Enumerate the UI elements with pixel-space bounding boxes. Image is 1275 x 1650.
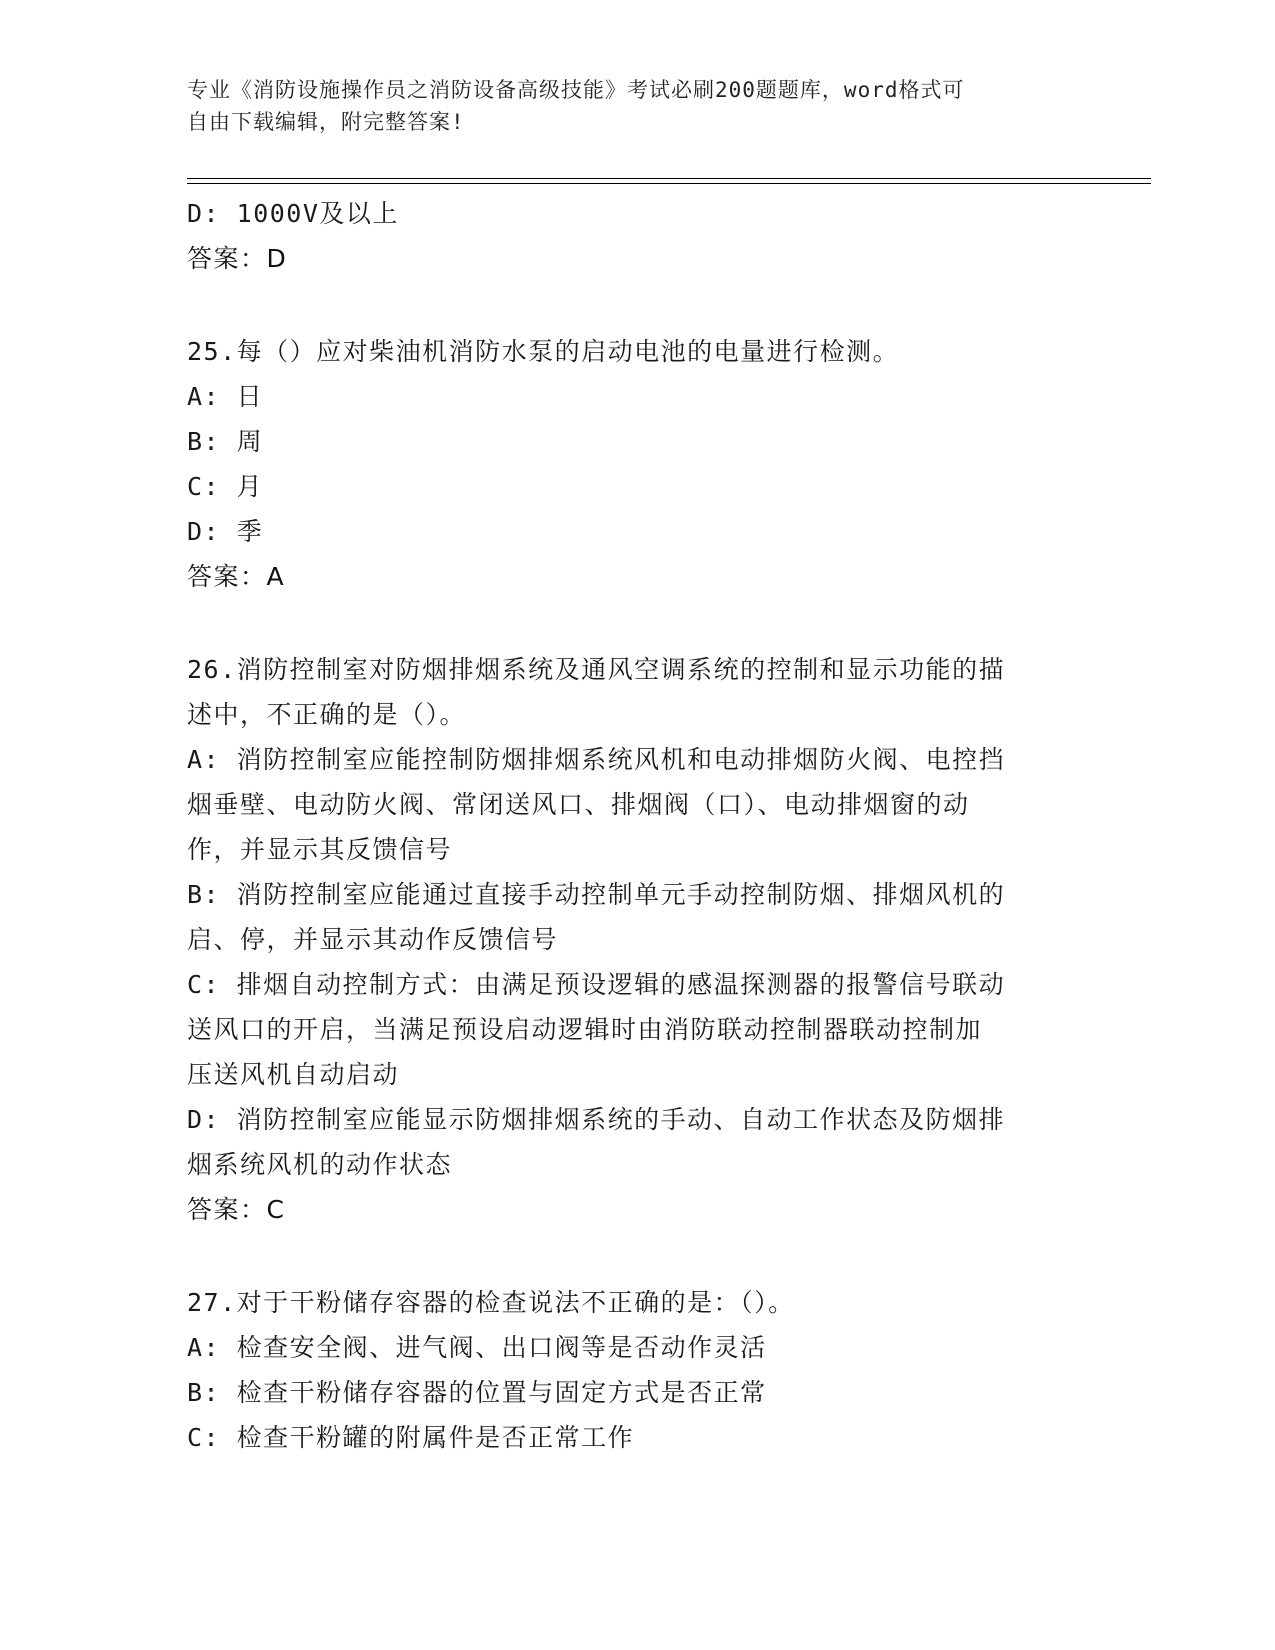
option-b-line-2: 启、停，并显示其动作反馈信号: [187, 925, 559, 954]
header-divider-top: [187, 178, 1151, 179]
question-text-line-1: 26.消防控制室对防烟排烟系统及通风空调系统的控制和显示功能的描: [187, 655, 1006, 684]
option-d-line-2: 烟系统风机的动作状态: [187, 1150, 453, 1179]
header-line-1: 专业《消防设施操作员之消防设备高级技能》考试必刷200题题库，word格式可: [187, 78, 965, 102]
spacer: [187, 1232, 1067, 1280]
option-b: B: 检查干粉储存容器的位置与固定方式是否正常: [187, 1378, 767, 1407]
option-a: A: 检查安全阀、进气阀、出口阀等是否动作灵活: [187, 1333, 767, 1362]
question-text: 27.对于干粉储存容器的检查说法不正确的是：（）。: [187, 1288, 795, 1317]
option-c-line-3: 压送风机自动启动: [187, 1060, 400, 1089]
option-a-line-1: A: 消防控制室应能控制防烟排烟系统风机和电动排烟防火阀、电控挡: [187, 745, 1006, 774]
answer-label: 答案：A: [187, 562, 286, 591]
question-27: [187, 1280, 1067, 1460]
document-header: [187, 74, 1067, 138]
spacer: [187, 599, 1067, 647]
document-body: [187, 191, 1067, 1460]
question-text: 25.每（）应对柴油机消防水泵的启动电池的电量进行检测。: [187, 337, 900, 366]
answer-label: 答案：D: [187, 244, 288, 273]
option-b: B: 周: [187, 427, 264, 456]
answer-label: 答案：C: [187, 1195, 286, 1224]
spacer: [187, 281, 1067, 329]
option-c-line-1: C: 排烟自动控制方式：由满足预设逻辑的感温探测器的报警信号联动: [187, 970, 1006, 999]
option-d-line-1: D: 消防控制室应能显示防烟排烟系统的手动、自动工作状态及防烟排: [187, 1105, 1006, 1134]
option-b-line-1: B: 消防控制室应能通过直接手动控制单元手动控制防烟、排烟风机的: [187, 880, 1006, 909]
option-d: D: 季: [187, 517, 264, 546]
option-c-line-2: 送风口的开启，当满足预设启动逻辑时由消防联动控制器联动控制加: [187, 1015, 983, 1044]
option-d: D: 1000V及以上: [187, 199, 399, 228]
previous-question-tail: [187, 191, 1067, 281]
option-c: C: 月: [187, 472, 264, 501]
header-divider-bottom: [187, 183, 1151, 184]
question-26: [187, 647, 1067, 1232]
option-c: C: 检查干粉罐的附属件是否正常工作: [187, 1423, 635, 1452]
option-a-line-3: 作，并显示其反馈信号: [187, 835, 453, 864]
header-line-2: 自由下载编辑，附完整答案!: [187, 110, 465, 134]
question-text-line-2: 述中，不正确的是（）。: [187, 700, 467, 729]
option-a: A: 日: [187, 382, 264, 411]
option-a-line-2: 烟垂壁、电动防火阀、常闭送风口、排烟阀（口）、电动排烟窗的动: [187, 790, 970, 819]
question-25: [187, 329, 1067, 599]
